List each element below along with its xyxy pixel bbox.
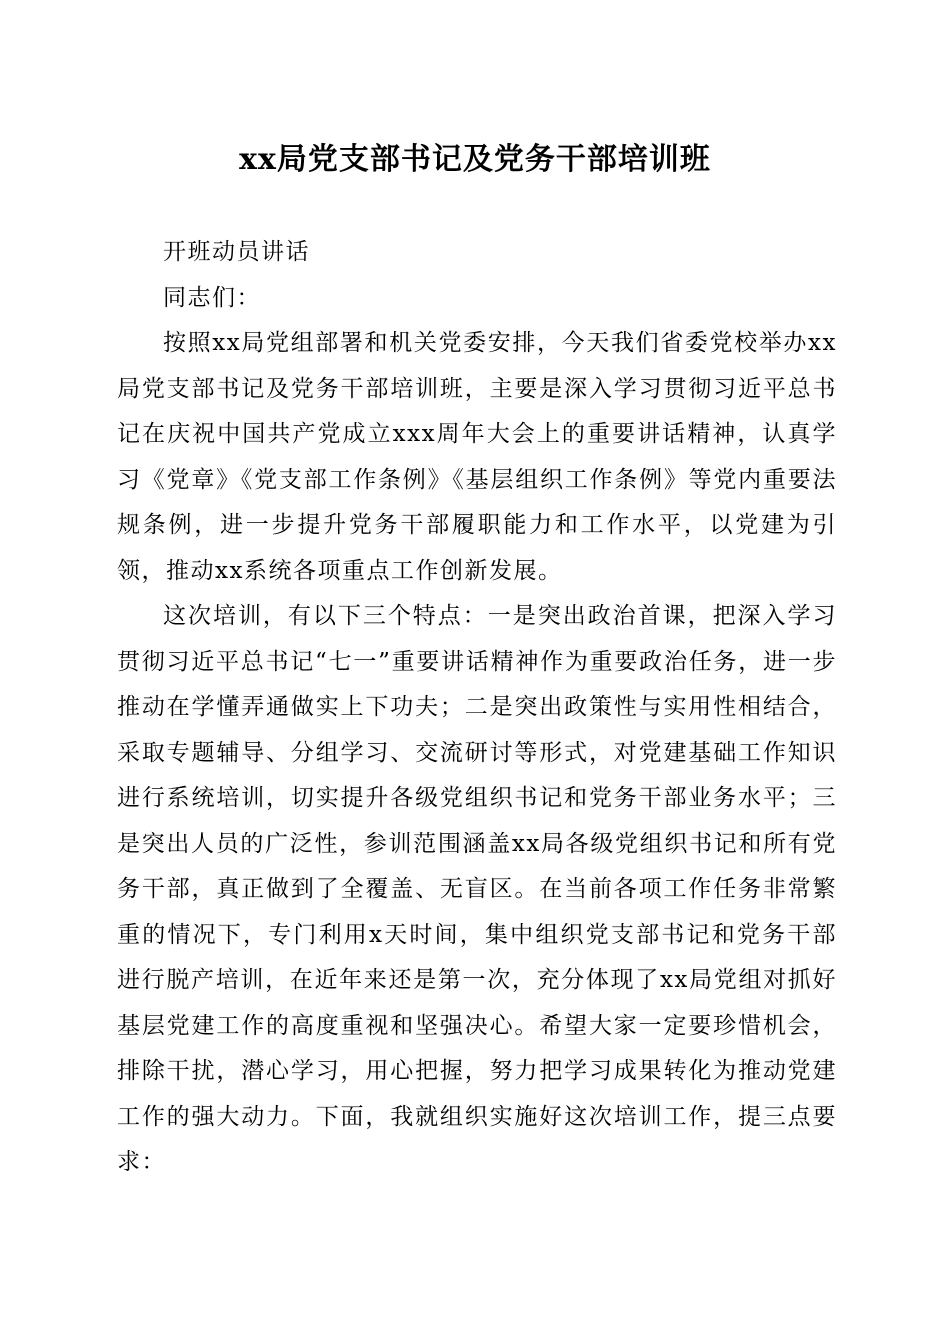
- paragraph-2: 这次培训，有以下三个特点：一是突出政治首课，把深入学习贯彻习近平总书记“七一”重要讲话精神作为重要政治任务，进一步推动在学懂弄通做实上下功夫；二是突出政策性与实用性相结合，采取专题辅导、分组学习、交流研讨等形式，对党建基础工作知识进行系统培训，切实提升各级党组织书记和党务干部业务水平；三是突出人员的广泛性，参训范围涵盖xx局各级党组织书记和所有党务干部，真正做到了全覆盖、无盲区。在当前各项工作任务非常繁重的情况下，专门利用x天时间，集中组织党支部书记和党务干部进行脱产培训，在近年来还是第一次，充分体现了xx局党组对抓好基层党建工作的高度重视和坚强决心。希望大家一定要珍惜机会，排除干扰，潜心学习，用心把握，努力把学习成果转化为推动党建工作的强大动力。下面，我就组织实施好这次培训工作，提三点要求：: [117, 603, 837, 1175]
- document-subtitle: 开班动员讲话: [163, 239, 310, 265]
- salutation: 同志们：: [163, 284, 261, 311]
- document-title: xx局党支部书记及党务干部培训班: [239, 142, 711, 177]
- paragraph-1: 按照xx局党组部署和机关党委安排，今天我们省委党校举办xx局党支部书记及党务干部培训班，主要是深入学习贯彻习近平总书记在庆祝中国共产党成立xxx周年大会上的重要讲话精神，认真学习《党章》《党支部工作条例》《基层组织工作条例》等党内重要法规条例，进一步提升党务干部履职能力和工作水平，以党建为引领，推动xx系统各项重点工作创新发展。: [117, 330, 837, 584]
- document-body: [117, 230, 837, 1186]
